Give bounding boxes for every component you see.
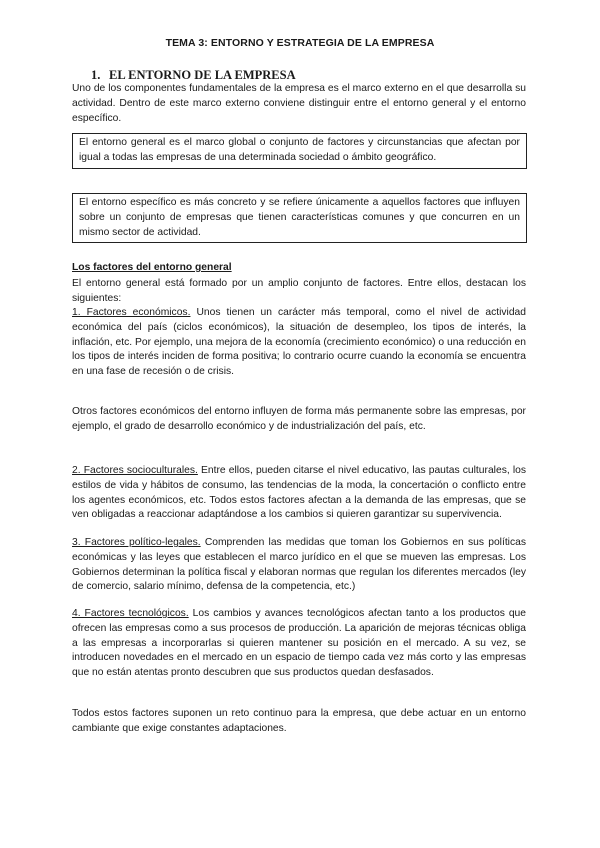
factor-sociocultural-label: 2. Factores socioculturales.: [72, 465, 198, 476]
factor-technological-label: 4. Factores tecnológicos.: [72, 608, 189, 619]
factor-economic-extra: Otros factores económicos del entorno influyen de forma más permanente sobre las empresas, por ejemplo, el grado de desarrollo económico y de industrialización del país, etc.: [72, 406, 526, 432]
factor-political-text: Comprenden las medidas que toman los Gobiernos en sus políticas económicas y las leyes que establecen el marco jurídico en el que se mueven las empresas. Los Gobiernos determinan la política fiscal y elaboran normas que regulan los diferentes mercados (ley de comercio, salario mínimo, defensa de la competencia, etc.): [72, 537, 526, 593]
factor-political: [72, 536, 526, 595]
factor-economic-label: 1. Factores económicos.: [72, 307, 191, 318]
factors-intro: El entorno general está formado por un amplio conjunto de factores. Entre ellos, destacan los siguientes:: [72, 278, 526, 304]
factor-economic-text: Unos tienen un carácter más temporal, como el nivel de actividad económica del país (ciclos económicos), la situación de desempleo, los tipos de interés, la inflación, etc. Por ejemplo, una mejora de la economía (crecimiento económico) o una reducción en los tipos de interés inciden de forma positiva; lo contrario ocurre cuando la economía se encuentra en una fase de recesión o de crisis.: [72, 307, 526, 378]
factor-political-label: 3. Factores político-legales.: [72, 537, 201, 548]
factor-technological: [72, 607, 526, 681]
factor-sociocultural: [72, 464, 526, 523]
definition-general-text: El entorno general es el marco global o conjunto de factores y circunstancias que afectan por igual a todas las empresas de una determinada sociedad o ámbito geográfico.: [79, 137, 520, 163]
section-number: 1.: [91, 68, 101, 82]
document-title: TEMA 3: ENTORNO Y ESTRATEGIA DE LA EMPRESA: [165, 37, 435, 49]
definition-specific-text: El entorno específico es más concreto y se refiere únicamente a aquellos factores que influyen sobre un conjunto de empresas que tienen características comunes y que concurren en un mismo sector de actividad.: [79, 197, 520, 238]
section-heading-text: EL ENTORNO DE LA EMPRESA: [109, 68, 296, 82]
definition-box-specific: [72, 193, 527, 243]
factor-sociocultural-text: Entre ellos, pueden citarse el nivel educativo, las pautas culturales, los estilos de vida y hábitos de consumo, las tendencias de la moda, la concertación o conflicto entre los agentes económicos, etc. Todos estos factores afectan a la demanda de las empresas, que se ven obligadas a reaccionar adaptándose a los cambios si quieren garantizar su supervivencia.: [72, 465, 526, 521]
factor-economic: [72, 306, 526, 380]
factor-technological-text: Los cambios y avances tecnológicos afectan tanto a los productos que ofrecen las empresas como a sus procesos de producción. La aparición de mejoras técnicas obliga a las empresas a incorporarlas si quieren mantener su posición en el mercado. A su vez, se introducen novedades en el mercado en un espacio de tiempo cada vez más corto y las empresas que no están atentas pronto descubren que sus productos quedan desfasados.: [72, 608, 526, 679]
subheading-text: Los factores del entorno general: [72, 262, 232, 273]
intro-paragraph: Uno de los componentes fundamentales de la empresa es el marco externo en el que desarrolla su actividad. Dentro de este marco externo conviene distinguir entre el entorno general y el entorno específico.: [72, 83, 526, 124]
conclusion-paragraph: Todos estos factores suponen un reto continuo para la empresa, que debe actuar en un entorno cambiante que exige constantes adaptaciones.: [72, 708, 526, 734]
section-heading: [91, 68, 296, 83]
subheading: [72, 261, 526, 276]
definition-box-general: [72, 133, 527, 169]
